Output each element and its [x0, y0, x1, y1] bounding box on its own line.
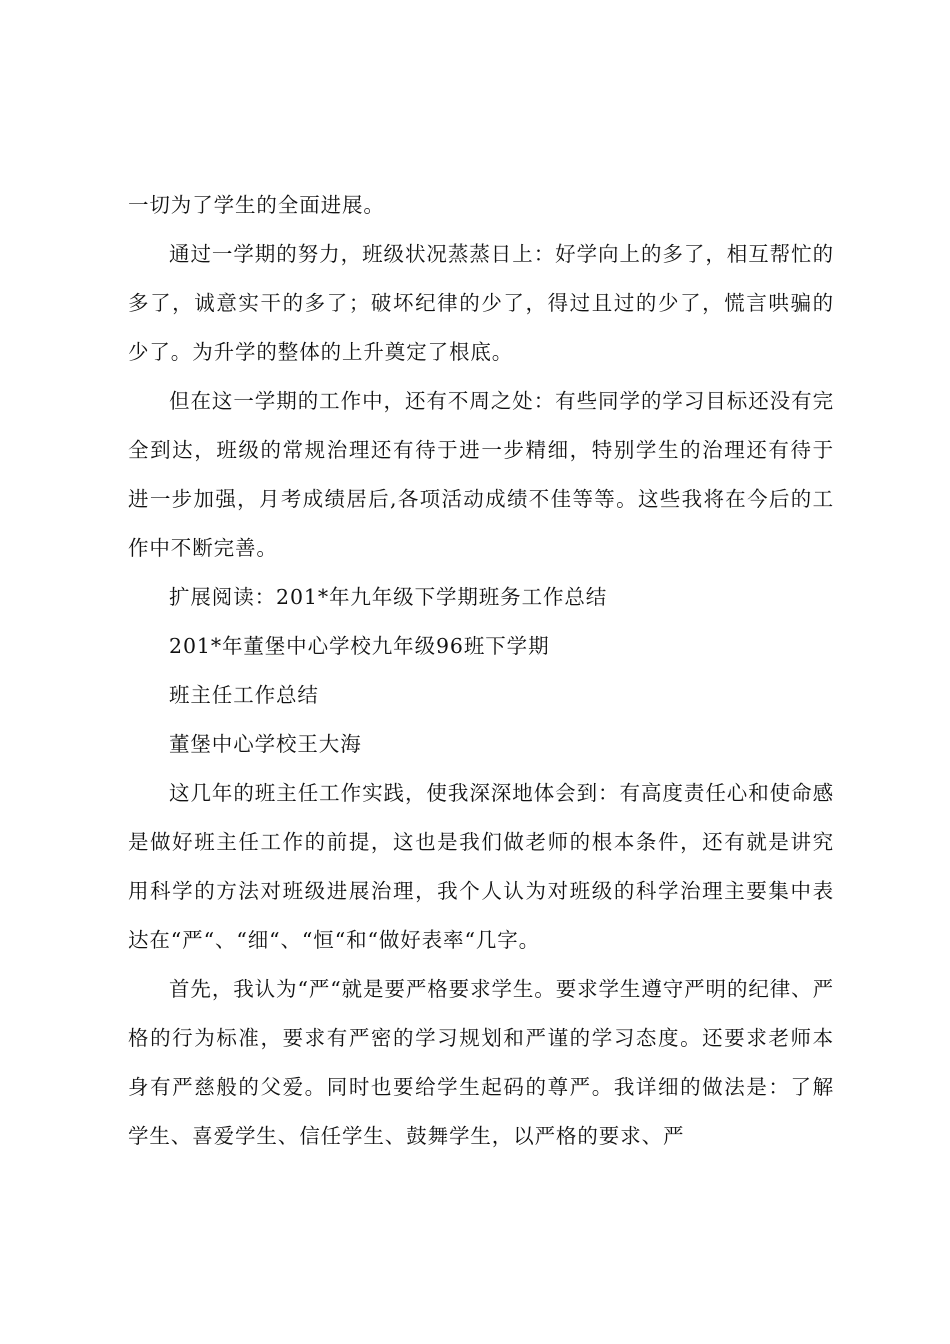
report-title-line-2: 班主任工作总结	[169, 683, 319, 707]
paragraph-2: 通过一学期的努力，班级状况蒸蒸日上：好学向上的多了，相互帮忙的多了，诚意实干的多了；破坏纪律的少了，得过且过的少了，慌言哄骗的少了。为升学的整体的上升奠定了根底。	[128, 242, 834, 364]
paragraph-9: 首先，我认为“严“就是要严格要求学生。要求学生遵守严明的纪律、严格的行为标准，要求有严密的学习规划和严谨的学习态度。还要求老师本身有严慈般的父爱。同时也要给学生起码的尊严。我详细的做法是：了解学生、喜爱学生、信任学生、鼓舞学生，以严格的要求、严	[128, 977, 834, 1148]
extended-reading-heading: 扩展阅读：201*年九年级下学期班务工作总结	[169, 585, 608, 609]
document-body	[128, 181, 834, 1161]
report-title-line-1: 201*年董堡中心学校九年级96班下学期	[169, 634, 550, 658]
report-author: 董堡中心学校王大海	[169, 732, 362, 756]
paragraph-3: 但在这一学期的工作中，还有不周之处：有些同学的学习目标还没有完全到达，班级的常规治理还有待于进一步精细，特别学生的治理还有待于进一步加强，月考成绩居后,各项活动成绩不佳等等。这些我将在今后的工作中不断完善。	[128, 389, 834, 560]
paragraph-8: 这几年的班主任工作实践，使我深深地体会到：有高度责任心和使命感是做好班主任工作的前提，这也是我们做老师的根本条件，还有就是讲究用科学的方法对班级进展治理，我个人认为对班级的科学治理主要集中表达在“严“、“细“、“恒“和“做好表率“几字。	[128, 781, 834, 952]
paragraph-1: 一切为了学生的全面进展。	[128, 193, 385, 217]
